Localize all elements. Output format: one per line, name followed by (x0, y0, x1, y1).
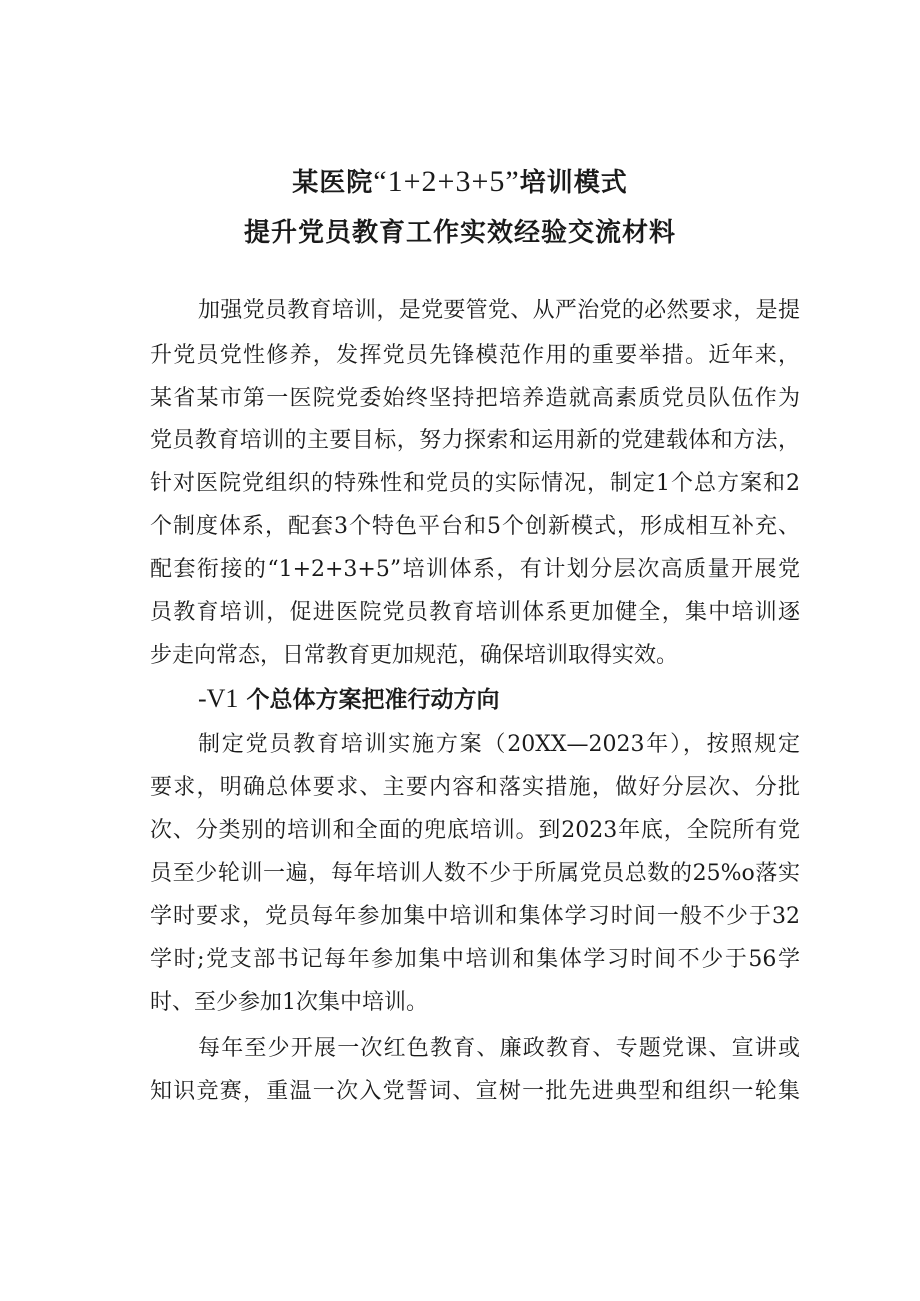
paragraph-line: 员至少轮训一遍，每年培训人数不少于所属党员总数的25%o落实 (150, 861, 800, 886)
paragraph-line: 次、分类别的培训和全面的兜底培训。到2023年底，全院所有党 (150, 818, 800, 843)
title-suffix: 培训模式 (519, 168, 628, 198)
paragraph-line: 学时要求，党员每年参加集中培训和集体学习时间一般不少于32 (150, 904, 800, 929)
paragraph-line: 配套衔接的“1+2+3+5”培训体系，有计划分层次高质量开展党 (150, 557, 800, 582)
paragraph-line: 针对医院党组织的特殊性和党员的实际情况，制定1个总方案和2 (150, 471, 800, 496)
paragraph-line: 要求，明确总体要求、主要内容和落实措施，做好分层次、分批 (150, 775, 800, 800)
section-heading (198, 684, 499, 715)
paragraph-line: 升党员党性修养，发挥党员先锋模范作用的重要举措。近年来， (150, 343, 800, 368)
document-title-line-2: 提升党员教育工作实效经验交流材料 (243, 218, 676, 248)
document-title-line-1 (0, 162, 920, 199)
title-number: “1+2+3+5” (373, 165, 520, 198)
paragraph-line: 员教育培训，促进医院党员教育培训体系更加健全，集中培训逐 (150, 600, 800, 625)
title-prefix: 某医院 (292, 168, 374, 198)
paragraph-line: 个制度体系，配套3个特色平台和5个创新模式，形成相互补充、 (150, 514, 800, 539)
paragraph-line: 党员教育培训的主要目标，努力探索和运用新的党建载体和方法， (150, 428, 800, 453)
paragraph-line: 某省某市第一医院党委始终坚持把培养造就高素质党员队伍作为 (150, 386, 800, 411)
paragraph-line: 制定党员教育培训实施方案（20XX—2023年），按照规定 (198, 732, 800, 757)
paragraph-line: 加强党员教育培训，是党要管党、从严治党的必然要求，是提 (198, 298, 800, 323)
paragraph-line: 时、至少参加1次集中培训。 (150, 990, 428, 1015)
paragraph-line: 每年至少开展一次红色教育、廉政教育、专题党课、宣讲或 (198, 1036, 800, 1061)
section-heading-mark: -V1 (198, 684, 239, 713)
paragraph-line: 知识竞赛，重温一次入党誓词、宣树一批先进典型和组织一轮集 (150, 1079, 800, 1104)
section-heading-text: 个总体方案把准行动方向 (246, 687, 500, 713)
paragraph-line: 步走向常态，日常教育更加规范，确保培训取得实效。 (150, 643, 679, 668)
paragraph-line: 学时;党支部书记每年参加集中培训和集体学习时间不少于56学 (150, 947, 800, 972)
